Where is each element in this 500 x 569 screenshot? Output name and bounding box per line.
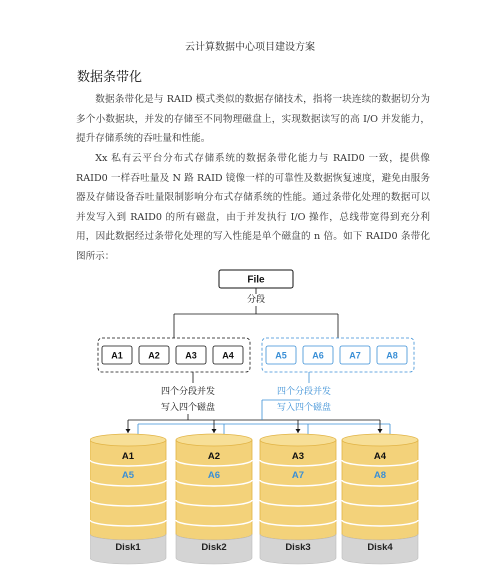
disk3-segment-2: A7: [291, 470, 305, 481]
disk4-segment-2: A8: [373, 470, 387, 481]
disk1-top: [90, 434, 166, 446]
group1-block-label-A2: A2: [148, 350, 160, 361]
disk4-arrowhead-black: [378, 429, 383, 433]
disk-3: [260, 420, 336, 564]
section-title: 数据条带化: [77, 70, 143, 85]
disk-2: [176, 420, 252, 564]
paragraph-2-text: Xx 私有云平台分布式存储系统的数据条带化能力与 RAID0 一致，提供像RAID0 一样吞吐量及 N 路 RAID 镜像一样的可靠性及数据恢复速度，避免由服务器及存储设备吞吐量限制影响分布式存储系统的性能。通过条带化处理的数据可以并发写入到 RAID0 的所有磁盘，由于并发执行 I/O 操作，总线带宽得到充分利用，因此数据经过条带化处理的写入性能是单个磁盘的 n 倍。如下 RAID0 条带化图所示：: [76, 153, 430, 262]
disk2-top: [176, 434, 252, 446]
group2-caption-line1: 四个分段并发: [276, 386, 332, 396]
disk3-segment-1: A3: [291, 451, 305, 462]
group2-block-label-A5: A5: [275, 350, 287, 361]
disk-1: [90, 420, 166, 564]
group2-block-label-A7: A7: [349, 350, 361, 361]
raid0-striping-diagram: [90, 268, 420, 565]
disk1-segment-1: A1: [121, 451, 135, 462]
disk3-arrowhead-black: [296, 429, 301, 433]
disk1-arrowhead-black: [126, 429, 131, 433]
diagram-svg: [90, 268, 420, 565]
document-header-title: 云计算数据中心项目建设方案: [185, 42, 315, 53]
paragraph-1-text: 数据条带化是与 RAID 模式类似的数据存储技术，指将一块连续的数据切分为多个小数据块，并发的存储至不同物理磁盘上，实现数据读写的高 I/O 并发能力，提升存储系统的吞吐量和性能。: [76, 94, 430, 144]
split-label: 分段: [246, 294, 266, 304]
disk4-segment-1: A4: [373, 451, 387, 462]
group1-caption-line2: 写入四个磁盘: [160, 402, 216, 412]
disk2-segment-1: A2: [207, 451, 221, 462]
disk-4: [342, 420, 418, 564]
disk2-label: Disk2: [201, 542, 227, 553]
disk1-label: Disk1: [115, 542, 141, 553]
group2-block-label-A6: A6: [312, 350, 324, 361]
disk2-arrowhead-black: [212, 429, 217, 433]
group1-caption-line1: 四个分段并发: [160, 386, 216, 396]
group1-block-label-A3: A3: [185, 350, 197, 361]
disk3-top: [260, 434, 336, 446]
group2-block-label-A8: A8: [386, 350, 398, 361]
group1-block-label-A1: A1: [111, 350, 123, 361]
disk3-label: Disk3: [285, 542, 311, 553]
disk4-label: Disk4: [367, 542, 393, 553]
body-paragraph-2: [76, 149, 430, 266]
disk1-segment-2: A5: [121, 470, 135, 481]
file-label: File: [247, 274, 265, 286]
disk4-top: [342, 434, 418, 446]
body-paragraph-1: [76, 90, 430, 149]
disk2-segment-2: A6: [207, 470, 221, 481]
group1-block-label-A4: A4: [222, 350, 234, 361]
group2-caption-line2: 写入四个磁盘: [276, 402, 332, 412]
